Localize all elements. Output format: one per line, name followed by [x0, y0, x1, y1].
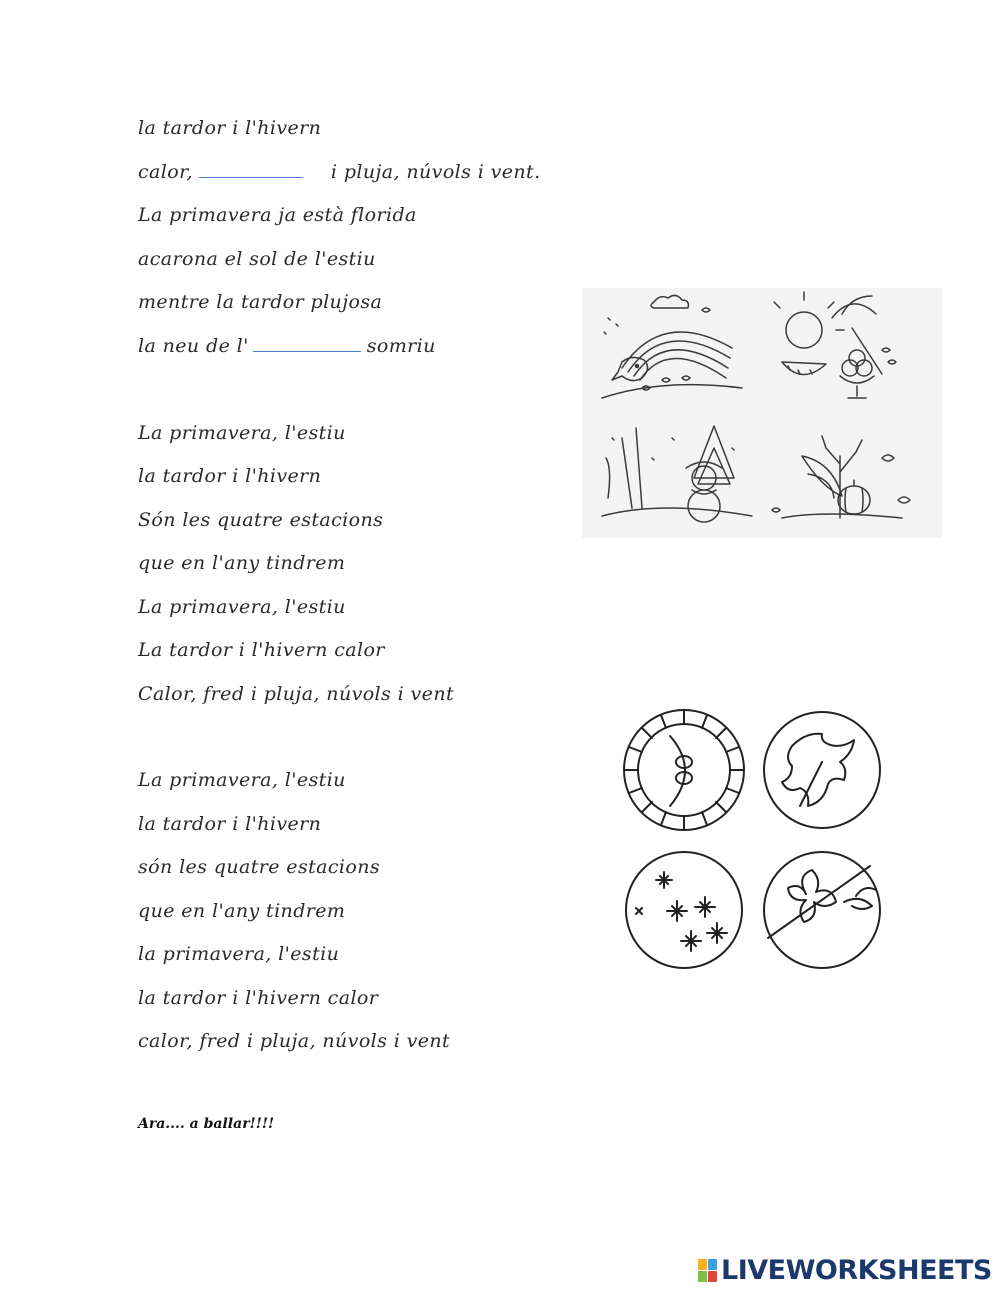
logo-text: LIVEWORKSHEETS	[721, 1255, 992, 1286]
lyric-line: mentre la tardor plujosa	[138, 291, 383, 313]
logo-block	[708, 1271, 717, 1282]
snowflake-circle-icon	[626, 852, 742, 968]
lyric-line: Són les quatre estacions	[138, 509, 384, 531]
lyric-line-with-gap	[138, 334, 436, 358]
lyric-line: La primavera, l'estiu	[138, 769, 346, 791]
logo-block	[698, 1259, 707, 1270]
lyric-line: la tardor i l'hivern	[138, 813, 322, 835]
lyric-text: la neu de l'	[138, 335, 249, 357]
logo-mark-icon	[698, 1259, 717, 1282]
lyric-line: la tardor i l'hivern calor	[138, 987, 379, 1009]
flower-circle-icon	[764, 852, 880, 968]
seasons-circles	[620, 706, 890, 976]
lyric-line: La tardor i l'hivern calor	[138, 639, 385, 661]
lyric-line: la primavera, l'estiu	[138, 943, 340, 965]
lyric-line: que en l'any tindrem	[138, 552, 346, 574]
leaf-circle-icon	[764, 712, 880, 828]
lyric-line-with-gap	[138, 160, 541, 184]
lyric-line: Calor, fred i pluja, núvols i vent	[138, 683, 454, 705]
lyric-line: són les quatre estacions	[138, 856, 381, 878]
liveworksheets-logo	[698, 1255, 992, 1286]
lyric-line: la tardor i l'hivern	[138, 117, 322, 139]
closing-text: Ara.... a ballar!!!!	[138, 1116, 275, 1132]
logo-block	[708, 1259, 717, 1270]
lyric-text: calor,	[138, 161, 193, 183]
answer-gap-2[interactable]	[253, 337, 361, 352]
answer-gap-1[interactable]	[199, 163, 303, 178]
lyric-line: La primavera, l'estiu	[138, 422, 346, 444]
seasons-illustration	[582, 288, 942, 538]
lyric-line: La primavera, l'estiu	[138, 596, 346, 618]
lyric-line: acarona el sol de l'estiu	[138, 248, 376, 270]
lyric-text: i pluja, núvols i vent.	[330, 161, 541, 183]
logo-block	[698, 1271, 707, 1282]
lyric-line: la tardor i l'hivern	[138, 465, 322, 487]
lyric-line: que en l'any tindrem	[138, 900, 346, 922]
lyric-text: somriu	[366, 335, 436, 357]
lyric-line: calor, fred i pluja, núvols i vent	[138, 1030, 451, 1052]
sun-circle-icon	[624, 710, 744, 830]
lyric-line: La primavera ja està florida	[138, 204, 417, 226]
